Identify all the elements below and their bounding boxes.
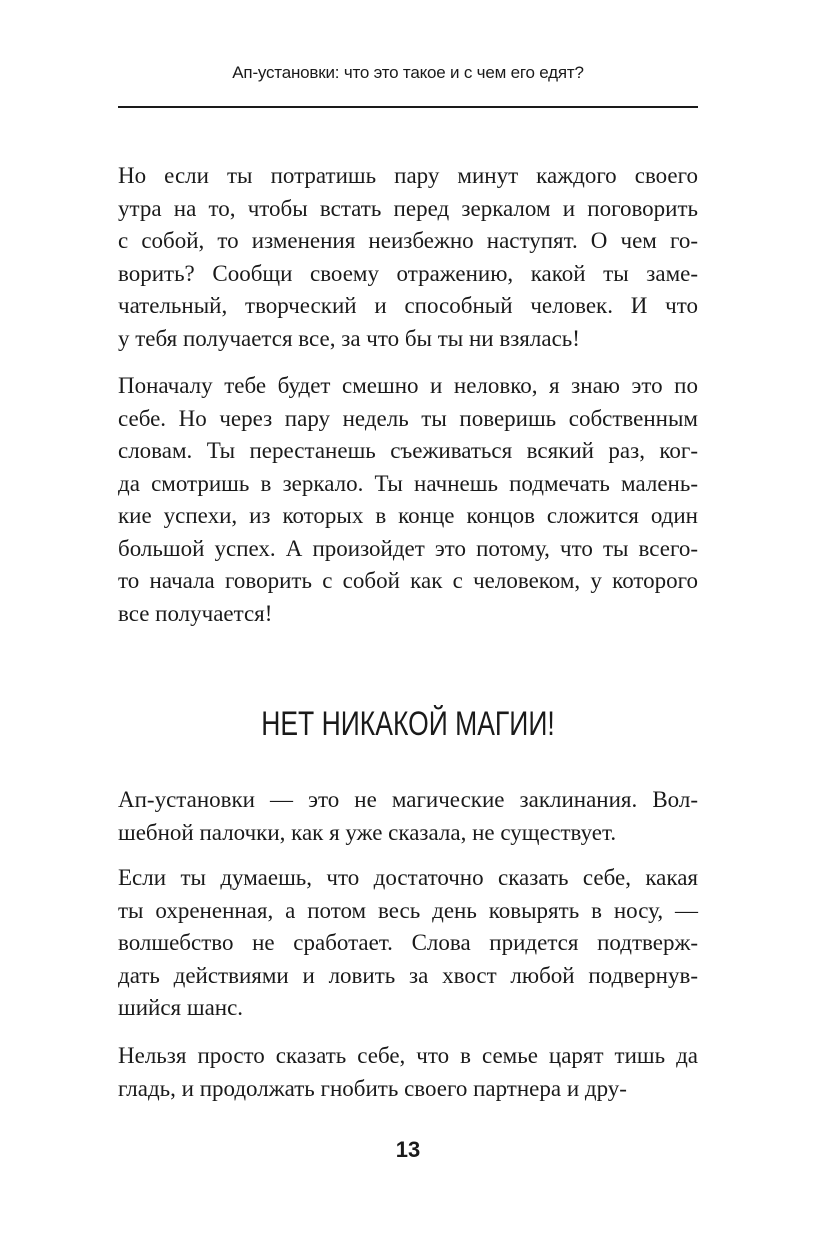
text-line: шийся шанс.: [118, 995, 244, 1020]
text-line: чательный, творческий и способный человек. И что: [118, 293, 698, 318]
paragraph-4: [118, 862, 698, 1025]
paragraph-3: [118, 784, 698, 849]
text-line: дать действиями и ловить за хвост любой подвернув-: [118, 962, 698, 988]
text-line: волшебство не сработает. Слова придется подтверж-: [118, 930, 698, 955]
text-line: себе. Но через пару недель ты поверишь собственным: [118, 405, 698, 431]
section-heading: НЕТ НИКАКОЙ МАГИИ!: [261, 705, 555, 743]
text-line: гладь, и продолжать гнобить своего партнера и дру-: [118, 1075, 627, 1101]
text-line: с собой, то изменения неизбежно наступят. О чем го-: [118, 228, 698, 253]
text-line: ты охрененная, а потом весь день ковырять в носу, —: [118, 897, 698, 923]
paragraph-5: [118, 1040, 698, 1105]
text-line: словам. Ты перестанешь съеживаться всякий раз, ког-: [118, 438, 698, 463]
text-line: большой успех. А произойдет это потому, что ты всего-: [118, 535, 698, 561]
header-rule: [118, 106, 698, 108]
text-line: Нельзя просто сказать себе, что в семье царят тишь да: [118, 1043, 698, 1068]
paragraph-2: [118, 370, 698, 630]
text-line: да смотришь в зеркало. Ты начнешь подмечать малень-: [118, 470, 698, 496]
text-line: Если ты думаешь, что достаточно сказать себе, какая: [118, 865, 698, 890]
page-number: 13: [395, 1137, 421, 1162]
text-line: Но если ты потратишь пару минут каждого своего: [118, 163, 698, 188]
text-line: кие успехи, из которых в конце концов сложится один: [118, 503, 698, 528]
text-line: ворить? Сообщи своему отражению, какой ты заме-: [118, 260, 698, 286]
running-header: Ап-установки: что это такое и с чем его едят?: [232, 63, 584, 82]
text-line: утра на то, чтобы встать перед зеркалом и поговорить: [118, 195, 698, 221]
text-line: то начала говорить с собой как с человеком, у которого: [118, 568, 698, 593]
paragraph-1: [118, 160, 698, 355]
text-line: у тебя получается все, за что бы ты ни взялась!: [118, 325, 580, 351]
text-line: Ап-установки — это не магические заклинания. Вол-: [118, 787, 698, 812]
text-line: все получается!: [118, 600, 273, 626]
text-line: шебной палочки, как я уже сказала, не существует.: [118, 819, 617, 845]
text-line: Поначалу тебе будет смешно и неловко, я знаю это по: [118, 373, 698, 398]
